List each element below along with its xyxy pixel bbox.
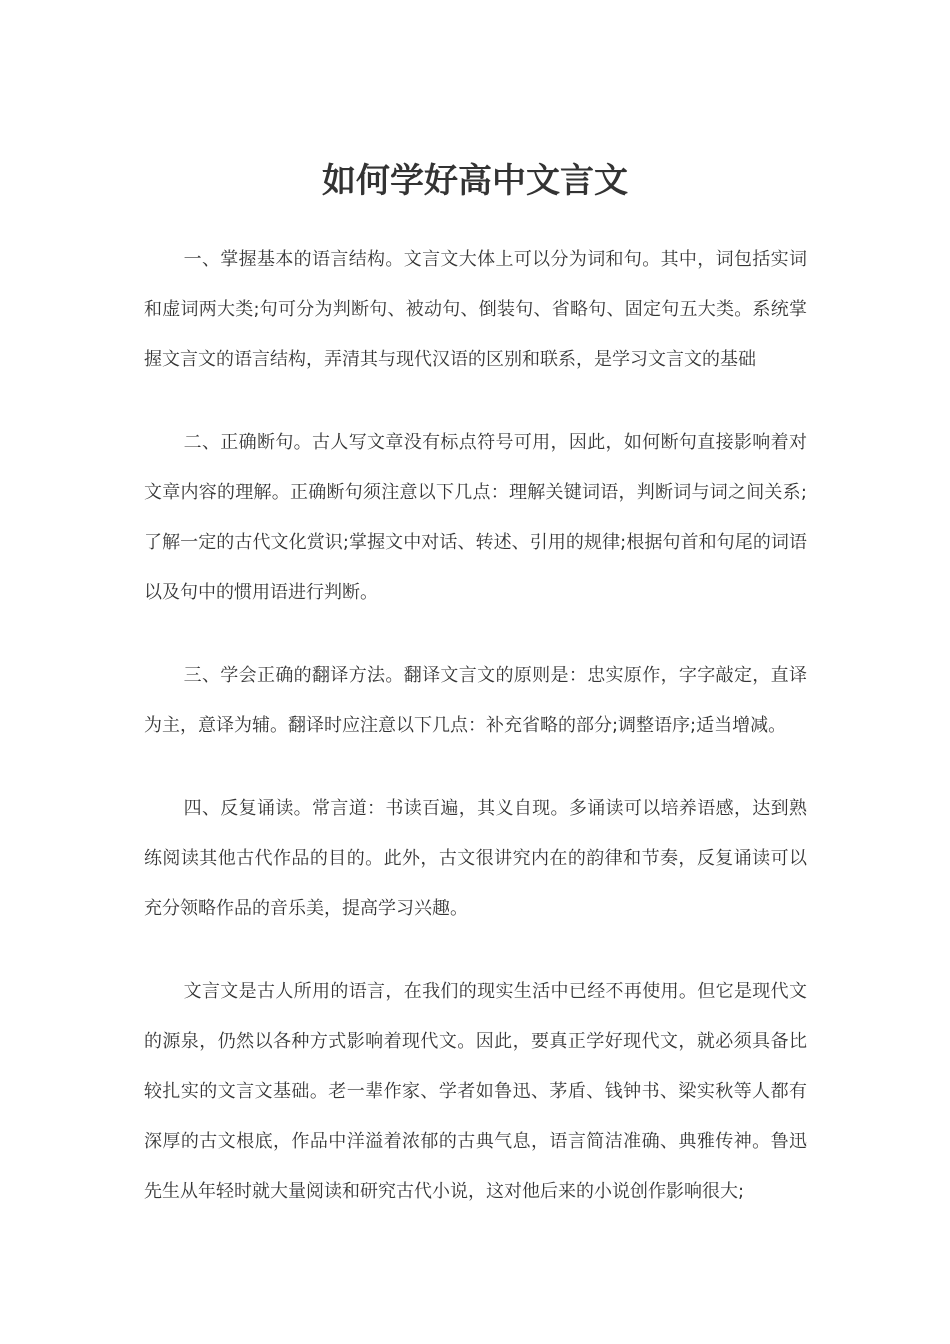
paragraph-importance: 文言文是古人所用的语言，在我们的现实生活中已经不再使用。但它是现代文的源泉，仍然以各种方式影响着现代文。因此，要真正学好现代文，就必须具备比较扎实的文言文基础。老一辈作家、学者如鲁迅、茅盾、钱钟书、梁实秋等人都有深厚的古文根底，作品中洋溢着浓郁的古典气息，语言简洁准确、典雅传神。鲁迅先生从年轻时就大量阅读和研究古代小说，这对他后来的小说创作影响很大;	[144, 981, 807, 1202]
paragraph-recitation: 四、反复诵读。常言道：书读百遍，其义自现。多诵读可以培养语感，达到熟练阅读其他古代作品的目的。此外，古文很讲究内在的韵律和节奏，反复诵读可以充分领略作品的音乐美，提高学习兴趣。	[144, 798, 807, 919]
paragraph-punctuation: 二、正确断句。古人写文章没有标点符号可用，因此，如何断句直接影响着对文章内容的理解。正确断句须注意以下几点：理解关键词语，判断词与词之间关系;了解一定的古代文化赏识;掌握文中对话、转述、引用的规律;根据句首和句尾的词语以及句中的惯用语进行判断。	[144, 432, 807, 603]
document-body	[144, 235, 807, 1250]
document-title: 如何学好高中文言文	[322, 161, 628, 201]
paragraph-translation: 三、学会正确的翻译方法。翻译文言文的原则是：忠实原作，字字敲定，直译为主，意译为辅。翻译时应注意以下几点：补充省略的部分;调整语序;适当增减。	[144, 665, 807, 736]
paragraph-structure: 一、掌握基本的语言结构。文言文大体上可以分为词和句。其中，词包括实词和虚词两大类;句可分为判断句、被动句、倒装句、省略句、固定句五大类。系统掌握文言文的语言结构，弄清其与现代汉语的区别和联系，是学习文言文的基础	[144, 249, 807, 370]
